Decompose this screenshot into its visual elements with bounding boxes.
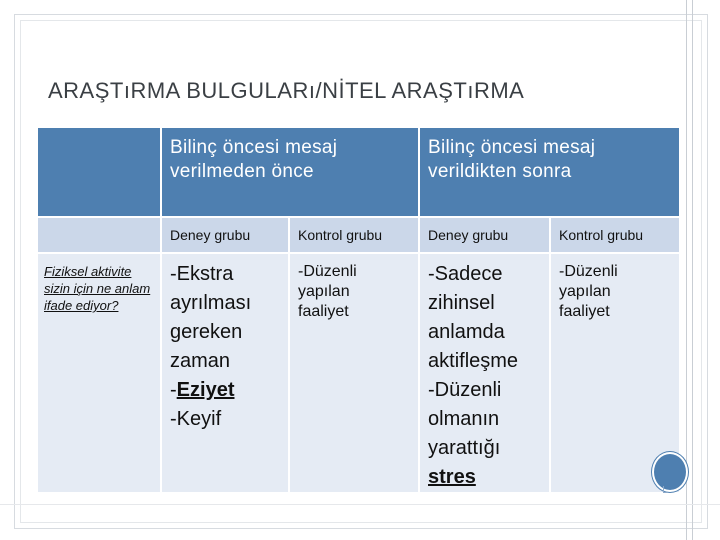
cell-text-line: -Düzenli	[559, 263, 618, 280]
header-before-label: Bilinç öncesi mesaj verilmeden önce	[170, 137, 338, 182]
cell-before-deney	[161, 253, 289, 493]
cell-text-line: -Düzenli	[298, 263, 357, 280]
subheader-label: Kontrol grubu	[559, 227, 644, 243]
subheader-corner-cell	[37, 217, 161, 253]
cell-text-prefix: -	[170, 379, 177, 401]
cell-text-emphasis: stres	[428, 466, 476, 488]
cell-text-line: ayrılması	[170, 292, 252, 314]
subheader-cell	[419, 217, 550, 253]
row-label-cell	[37, 253, 161, 493]
header-after-cell	[419, 127, 680, 217]
header-before-cell	[161, 127, 419, 217]
cell-text-line: gereken	[170, 321, 243, 343]
cell-text-line: faaliyet	[298, 303, 349, 320]
slide-title: ARAŞTıRMA BULGULARı/NİTEL ARAŞTıRMA	[48, 78, 525, 103]
table-subheader-row	[37, 217, 680, 253]
subheader-label: Deney grubu	[428, 227, 509, 243]
cell-text-line: -Düzenli	[428, 379, 502, 401]
cell-text-line: faaliyet	[559, 303, 610, 320]
header-corner-cell	[37, 127, 161, 217]
results-table	[36, 126, 681, 494]
subheader-label: Kontrol grubu	[298, 227, 383, 243]
cell-text-line: anlamda	[428, 321, 505, 343]
cell-text-line: -Sadece	[428, 263, 503, 285]
decorative-line	[0, 504, 720, 505]
cell-text-line: zihinsel	[428, 292, 495, 314]
cell-text-emphasis: Eziyet	[176, 379, 235, 401]
cell-text-line: olmanın	[428, 408, 500, 430]
decorative-line	[692, 0, 693, 540]
cell-text-line: zaman	[170, 350, 231, 372]
page-number-badge	[652, 452, 688, 492]
cell-text-line: aktifleşme	[428, 350, 519, 372]
cell-before-kontrol	[289, 253, 419, 493]
cell-text-line: yapılan	[559, 283, 611, 300]
cell-after-deney	[419, 253, 550, 493]
table-header-row	[37, 127, 680, 217]
cell-text-line: -Ekstra	[170, 263, 234, 285]
cell-text-line	[170, 376, 288, 405]
row-label: Fiziksel aktivite sizin için ne anlam ifade ediyor?	[44, 264, 151, 313]
subheader-cell	[289, 217, 419, 253]
table-row	[37, 253, 680, 493]
header-after-label: Bilinç öncesi mesaj verildikten sonra	[428, 137, 596, 182]
subheader-label: Deney grubu	[170, 227, 251, 243]
cell-text-line: yapılan	[298, 283, 350, 300]
subheader-cell	[550, 217, 680, 253]
cell-text-line: yarattığı	[428, 437, 501, 459]
page-corner-mark	[663, 486, 667, 493]
decorative-line	[686, 0, 687, 540]
cell-text-line: -Keyif	[170, 408, 222, 430]
subheader-cell	[161, 217, 289, 253]
